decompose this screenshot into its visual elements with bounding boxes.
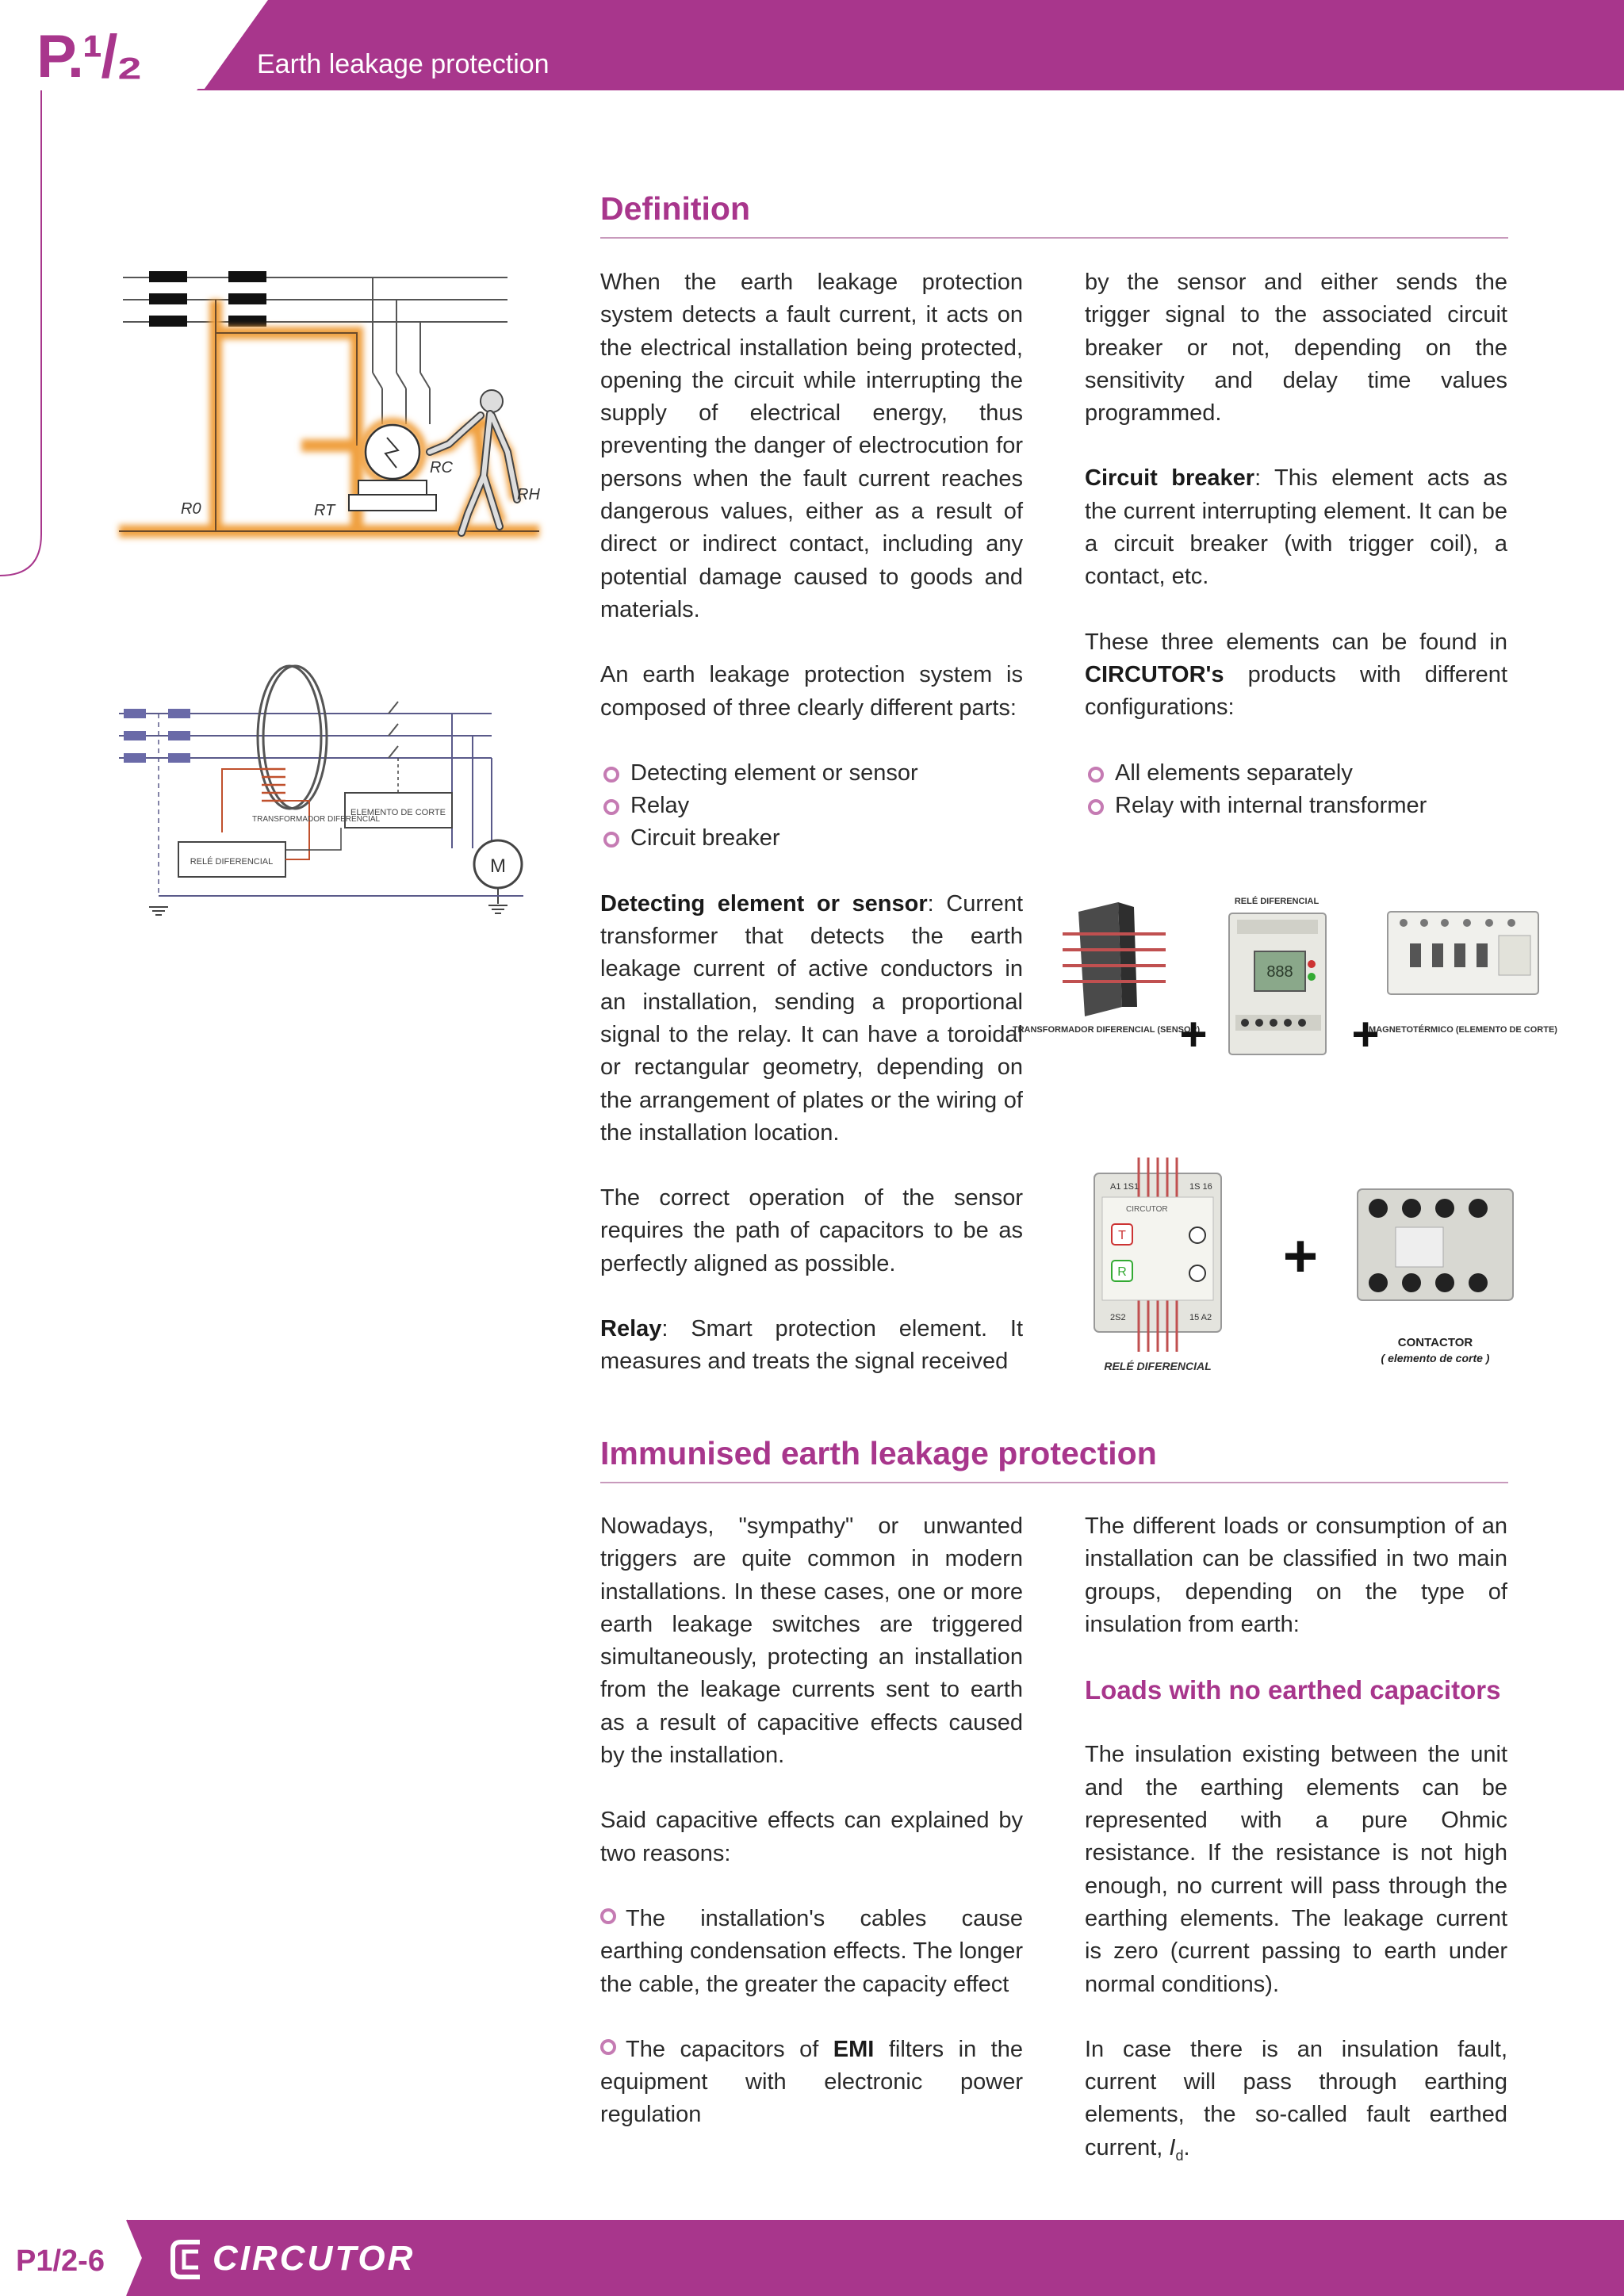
- terminal-label: A1 1S1: [1110, 1182, 1139, 1192]
- bullet-icon: [603, 832, 619, 848]
- plus-sign: +: [1179, 1008, 1208, 1061]
- paragraph: In case there is an insulation fault, current will pass through earthing elements, the so-called fault earthed current, $I_d$.: [1085, 2036, 1507, 2164]
- internal-transformer-figure: [1078, 1158, 1538, 1380]
- page-number: P1/2-6: [16, 2244, 105, 2278]
- paragraph: Detecting element or sensor: Current transformer that detects the earth leakage current of active conductors in an installation, sending a proportional signal to the relay. It can have a toroidal or rectangular geometry, depending on the arrangement of plates or the wiring of the installation location.: [600, 890, 1023, 1146]
- terminal-label: 15 A2: [1189, 1313, 1212, 1322]
- rc-label: RC: [430, 459, 453, 476]
- circutor-logo-icon: [168, 2237, 206, 2282]
- paragraph: The correct operation of the sensor requires the path of capacitors to be as perfectly aligned as possible.: [600, 1185, 1023, 1276]
- relay-product-label: RELÉ DIFERENCIAL: [1234, 897, 1320, 906]
- page-badge: P.¹/₂: [36, 23, 142, 90]
- subheading: Loads with no earthed capacitors: [1085, 1675, 1501, 1705]
- breaker-label: MAGNETOTÉRMICO (ELEMENTO DE CORTE): [1369, 1025, 1557, 1035]
- plus-sign: +: [1351, 1008, 1380, 1061]
- paragraph: An earth leakage protection system is composed of three clearly different parts:: [600, 662, 1023, 721]
- terminal-label: 1S 16: [1189, 1182, 1212, 1192]
- paragraph: These three elements can be found in CIRCUTOR's products with different configurations:: [1085, 629, 1507, 721]
- term-label: Detecting element or sensor: [600, 890, 928, 916]
- r-indicator: R: [1117, 1265, 1127, 1279]
- cut-element-label: ELEMENTO DE CORTE: [350, 808, 446, 817]
- bullet-icon: [1088, 767, 1104, 783]
- list-item: Circuit breaker: [600, 822, 1023, 855]
- header-band: [0, 0, 1624, 90]
- contactor-subcaption: ( elemento de corte ): [1381, 1352, 1490, 1364]
- paragraph: Said capacitive effects can explained by two reasons:: [600, 1808, 1023, 1866]
- left-margin-rule: [0, 90, 48, 582]
- contactor-caption: CONTACTOR: [1397, 1336, 1473, 1349]
- motor-label: M: [490, 855, 506, 877]
- relay-brand: CIRCUTOR: [1126, 1205, 1168, 1214]
- rh-label: RH: [517, 486, 540, 503]
- r0-label: R0: [181, 500, 201, 518]
- electrocution-diagram: [111, 262, 555, 555]
- paragraph: The different loads or consumption of an installation can be classified in two main groups, depending on the type of insulation from earth:: [1085, 1513, 1507, 1637]
- parts-list: [600, 757, 1023, 855]
- term-label: Circuit breaker: [1085, 465, 1255, 492]
- list-item: Detecting element or sensor: [600, 757, 1023, 790]
- t-indicator: T: [1118, 1229, 1126, 1242]
- section-title-immunised: Immunised earth leakage protection: [600, 1435, 1508, 1483]
- relay-box-label: RELÉ DIFERENCIAL: [190, 857, 274, 867]
- paragraph: Nowadays, "sympathy" or unwanted triggers are quite common in modern installations. In these cases, one or more earth leakage switches are triggered simultaneously, protecting an installation from the leakage currents sent to earth as a result of capacitive effects caused by the installation.: [600, 1513, 1023, 1769]
- term-label: Relay: [600, 1316, 662, 1342]
- list-item: Relay with internal transformer: [1085, 790, 1507, 822]
- relay-caption: RELÉ DIFERENCIAL: [1104, 1360, 1212, 1372]
- sensor-label: TRANSFORMADOR DIFERENCIAL (SENSOR): [1012, 1025, 1201, 1035]
- definition-column-2: [1085, 266, 1507, 855]
- bullet-icon: [603, 799, 619, 815]
- brand-logo-text: CIRCUTOR: [213, 2239, 416, 2278]
- section-title-definition: Definition: [600, 190, 1508, 239]
- reason-item: The installation's cables cause earthing condensation effects. The longer the cable, the greater the capacity effect: [600, 1905, 1023, 1997]
- list-item: Relay: [600, 790, 1023, 822]
- paragraph: The insulation existing between the unit and the earthing elements can be represented with a pure Ohmic resistance. If the resistance is not high enough, no current will pass through the earthing elements. The leakage current is zero (current passing to earth under normal conditions).: [1085, 1742, 1507, 1997]
- separate-products-figure: [1012, 888, 1557, 1078]
- list-item: All elements separately: [1085, 757, 1507, 790]
- configurations-list: [1085, 757, 1507, 823]
- plus-sign: +: [1282, 1223, 1319, 1290]
- bullet-icon: [603, 767, 619, 783]
- brand-mention: CIRCUTOR's: [1085, 661, 1224, 687]
- paragraph: by the sensor and either sends the trigger signal to the associated circuit breaker or not, depending on the sensitivity and delay time values programmed.: [1085, 270, 1507, 427]
- reason-item: The capacitors of EMI filters in the equipment with electronic power regulation: [600, 2036, 1023, 2128]
- earth-leakage-schematic: [111, 666, 539, 920]
- header-title: Earth leakage protection: [257, 49, 550, 79]
- definition-column-1: [600, 266, 1023, 1411]
- bullet-icon: [600, 1908, 616, 1924]
- paragraph: When the earth leakage protection system detects a fault current, it acts on the electrical installation being protected, opening the circuit while interrupting the supply of electrical energy, thus preventing the danger of electrocution for persons when the fault current reaches dangerous values, either as a result of direct or indirect contact, including any potential damage caused to goods and materials.: [600, 270, 1023, 622]
- paragraph: Circuit breaker: This element acts as the current interrupting element. It can be a circuit breaker (with trigger coil), a contact, etc.: [1085, 465, 1507, 590]
- bullet-icon: [600, 2039, 616, 2055]
- rt-label: RT: [314, 502, 335, 519]
- terminal-label: 2S2: [1110, 1313, 1126, 1322]
- relay-display: 888: [1266, 963, 1293, 981]
- immunised-column-2: [1085, 1510, 1507, 2205]
- transformer-label: TRANSFORMADOR DIFERENCIAL: [252, 815, 381, 824]
- bullet-icon: [1088, 799, 1104, 815]
- paragraph: Relay: Smart protection element. It measures and treats the signal received: [600, 1316, 1023, 1375]
- immunised-column-1: [600, 1510, 1023, 2164]
